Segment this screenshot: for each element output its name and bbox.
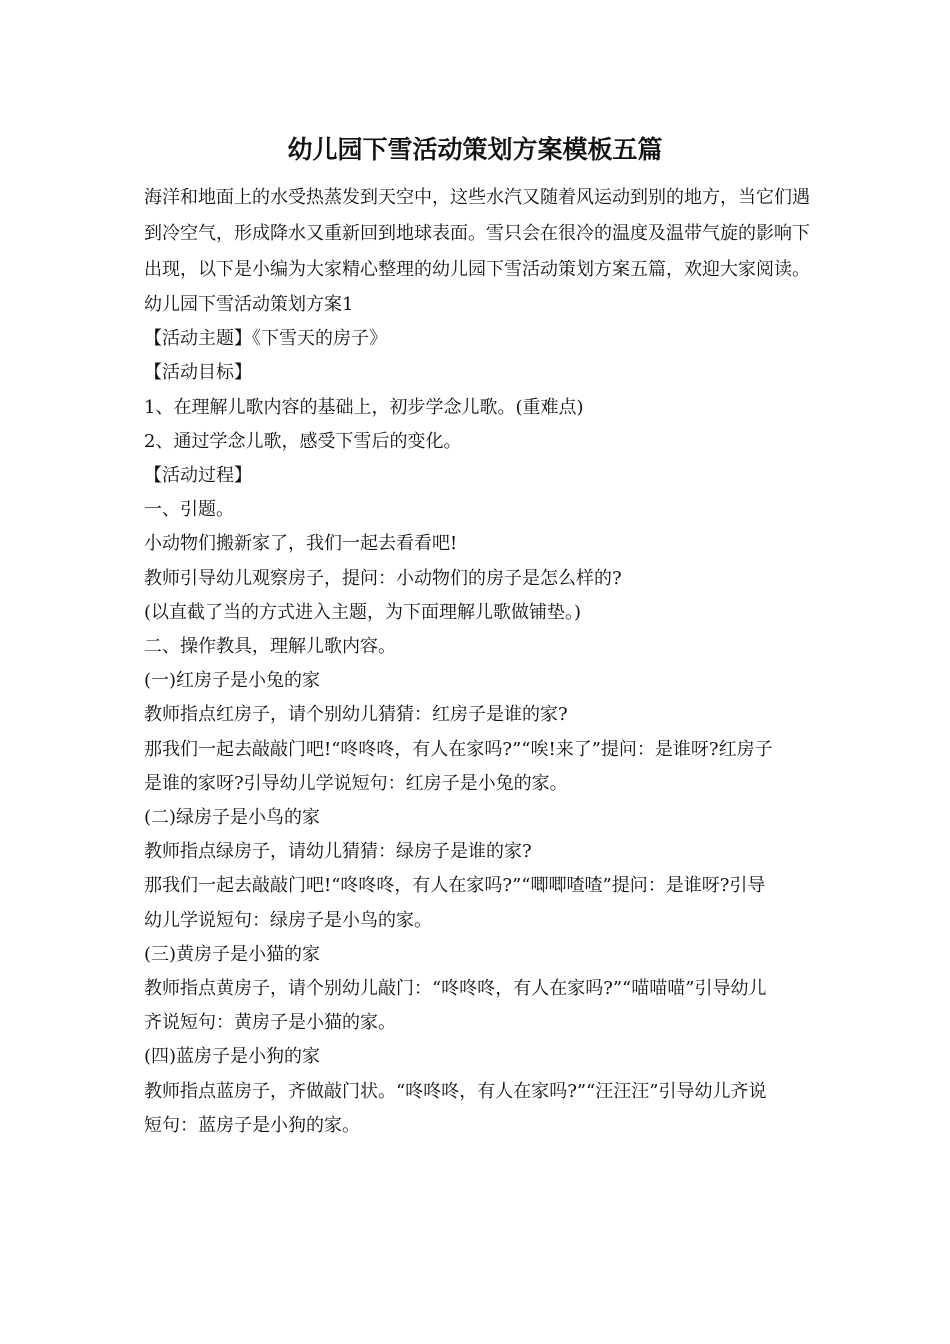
body-line: 教师引导幼儿观察房子，提问：小动物们的房子是怎么样的? bbox=[144, 567, 622, 589]
body-line: 教师指点红房子，请个别幼儿猜猜：红房子是谁的家? bbox=[144, 704, 568, 726]
body-line: 小动物们搬新家了，我们一起去看看吧! bbox=[144, 533, 458, 555]
document-body bbox=[144, 180, 810, 1143]
body-line: 短句：蓝房子是小狗的家。 bbox=[144, 1114, 360, 1136]
subsection-heading: (二)绿房子是小鸟的家 bbox=[144, 807, 321, 829]
subsection-heading: (一)红房子是小兔的家 bbox=[144, 670, 321, 692]
goal-item: 1、在理解儿歌内容的基础上，初步学念儿歌。(重难点) bbox=[144, 396, 584, 418]
body-line: 那我们一起去敲敲门吧!“咚咚咚，有人在家吗?”“唧唧喳喳”提问：是谁呀?引导 bbox=[144, 875, 766, 897]
body-line: 那我们一起去敲敲门吧!“咚咚咚，有人在家吗?”“唉!来了”提问：是谁呀?红房子 bbox=[144, 738, 773, 760]
section-heading: 一、引题。 bbox=[144, 499, 234, 521]
plan-heading: 幼儿园下雪活动策划方案1 bbox=[144, 294, 354, 315]
body-line: 教师指点黄房子，请个别幼儿敲门：“咚咚咚，有人在家吗?”“喵喵喵”引导幼儿 bbox=[144, 978, 767, 1000]
goal-item: 2、通过学念儿歌，感受下雪后的变化。 bbox=[144, 430, 462, 452]
body-line: 幼儿学说短句：绿房子是小鸟的家。 bbox=[144, 909, 432, 931]
activity-theme: 【活动主题】《下雪天的房子》 bbox=[144, 328, 387, 350]
section-heading: 二、操作教具，理解儿歌内容。 bbox=[144, 636, 396, 658]
body-line: (以直截了当的方式进入主题，为下面理解儿歌做铺垫。) bbox=[144, 601, 582, 623]
body-line: 教师指点绿房子，请幼儿猜猜：绿房子是谁的家? bbox=[144, 841, 532, 863]
goals-heading: 【活动目标】 bbox=[144, 362, 252, 384]
subsection-heading: (四)蓝房子是小狗的家 bbox=[144, 1046, 321, 1068]
intro-paragraph: 海洋和地面上的水受热蒸发到天空中，这些水汽又随着风运动到别的地方，当它们遇到冷空气，形成降水又重新回到地球表面。雪只会在很冷的温度及温带气旋的影响下出现，以下是小编为大家精心整理的幼儿园下雪活动策划方案五篇，欢迎大家阅读。 bbox=[144, 187, 810, 280]
process-heading: 【活动过程】 bbox=[144, 465, 252, 487]
subsection-heading: (三)黄房子是小猫的家 bbox=[144, 943, 321, 965]
body-line: 是谁的家呀?引导幼儿学说短句：红房子是小兔的家。 bbox=[144, 772, 568, 794]
document-title: 幼儿园下雪活动策划方案模板五篇 bbox=[287, 135, 663, 164]
body-line: 齐说短句：黄房子是小猫的家。 bbox=[144, 1012, 396, 1034]
body-line: 教师指点蓝房子，齐做敲门状。“咚咚咚，有人在家吗?”“汪汪汪”引导幼儿齐说 bbox=[144, 1080, 767, 1102]
